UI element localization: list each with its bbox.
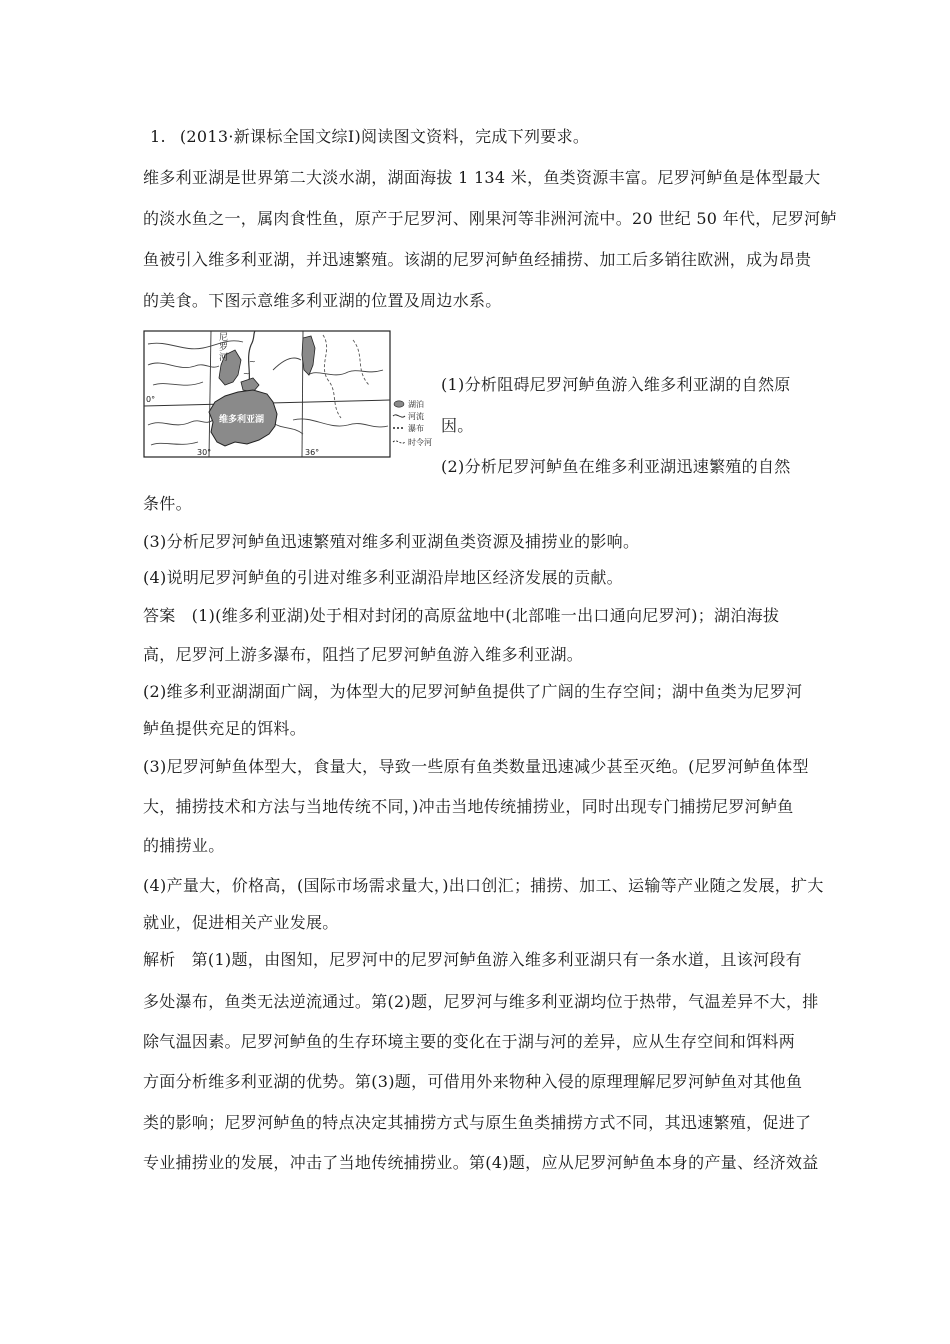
answer-line: [143, 606, 823, 626]
river-label-char: 河: [219, 353, 229, 363]
sub-question-1-cont: 因。: [441, 416, 474, 435]
question-number: 1.: [150, 127, 166, 146]
legend-label: 时令河: [408, 438, 432, 447]
sub-question-4: (4)说明尼罗河鲈鱼的引进对维多利亚湖沿岸地区经济发展的贡献。: [143, 568, 623, 587]
answer-line: 大，捕捞技术和方法与当地传统不同，)冲击当地传统捕捞业，同时出现专门捕捞尼罗河鲈鱼: [143, 797, 794, 816]
legend-lake-icon: [394, 401, 404, 407]
legend-river-icon: [393, 415, 405, 417]
lake-label: 维多利亚湖: [219, 415, 265, 425]
answer-line: 的捕捞业。: [143, 836, 225, 855]
sub-question-2-cont: 条件。: [143, 494, 192, 513]
victoria-lake-map: [143, 330, 435, 458]
passage-line: 维多利亚湖是世界第二大淡水湖，湖面海拔 1 134 米，鱼类资源丰富。尼罗河鲈鱼是体型最大: [143, 168, 821, 187]
river-label-char: 罗: [219, 343, 229, 353]
answer-line: (3)尼罗河鲈鱼体型大，食量大，导致一些原有鱼类数量迅速减少甚至灭绝。(尼罗河鲈鱼体型: [143, 757, 809, 776]
legend-seasonal-river-icon: [393, 441, 405, 443]
river-label-char: 尼: [219, 333, 229, 343]
longitude-label: 30°: [197, 448, 212, 457]
answer-line: 鲈鱼提供充足的饵料。: [143, 719, 307, 738]
analysis-label: 解析: [143, 950, 176, 969]
analysis-line: 方面分析维多利亚湖的优势。第(3)题，可借用外来物种入侵的原理理解尼罗河鲈鱼对其他鱼: [143, 1072, 803, 1091]
map-legend: [393, 399, 432, 447]
waterfall-symbol: ~: [249, 357, 256, 366]
sub-question-3: (3)分析尼罗河鲈鱼迅速繁殖对维多利亚湖鱼类资源及捕捞业的影响。: [143, 532, 640, 551]
analysis-line: [143, 950, 823, 970]
sub-question-2: (2)分析尼罗河鲈鱼在维多利亚湖迅速繁殖的自然: [441, 457, 791, 476]
question-header: [150, 127, 830, 147]
sub-question-1: (1)分析阻碍尼罗河鲈鱼游入维多利亚湖的自然原: [441, 375, 791, 394]
analysis-text: 第(1)题，由图知，尼罗河中的尼罗河鲈鱼游入维多利亚湖只有一条水道，且该河段有: [191, 950, 802, 969]
answer-line: 就业，促进相关产业发展。: [143, 913, 339, 932]
map-svg: [143, 330, 435, 458]
answer-line: (2)维多利亚湖湖面广阔，为体型大的尼罗河鲈鱼提供了广阔的生存空间；湖中鱼类为尼罗河: [143, 682, 803, 701]
waterfall-symbol: ~: [243, 369, 250, 378]
answer-line: (4)产量大，价格高，(国际市场需求量大，)出口创汇；捕捞、加工、运输等产业随之发展，扩大: [143, 876, 824, 895]
analysis-line: 多处瀑布，鱼类无法逆流通过。第(2)题，尼罗河与维多利亚湖均位于热带，气温差异不大，排: [143, 992, 819, 1011]
legend-label: 瀑布: [408, 424, 424, 433]
legend-label: 湖泊: [408, 400, 424, 409]
longitude-label: 36°: [305, 448, 320, 457]
answer-label: 答案: [143, 606, 176, 625]
analysis-line: 类的影响；尼罗河鲈鱼的特点决定其捕捞方式与原生鱼类捕捞方式不同，其迅速繁殖，促进了: [143, 1113, 812, 1132]
legend-label: 河流: [408, 412, 424, 421]
analysis-line: 专业捕捞业的发展，冲击了当地传统捕捞业。第(4)题，应从尼罗河鲈鱼本身的产量、经济效益: [143, 1153, 819, 1172]
equator-label: 0°: [146, 395, 156, 404]
passage-line: 的美食。下图示意维多利亚湖的位置及周边水系。: [143, 291, 502, 310]
answer-line: 高，尼罗河上游多瀑布，阻挡了尼罗河鲈鱼游入维多利亚湖。: [143, 645, 584, 664]
analysis-line: 除气温因素。尼罗河鲈鱼的生存环境主要的变化在于湖与河的差异，应从生存空间和饵料两: [143, 1032, 796, 1051]
passage-line: 的淡水鱼之一，属肉食性鱼，原产于尼罗河、刚果河等非洲河流中。20 世纪 50 年代，尼罗河鲈: [143, 209, 837, 228]
passage-line: 鱼被引入维多利亚湖，并迅速繁殖。该湖的尼罗河鲈鱼经捕捞、加工后多销往欧洲，成为昂贵: [143, 250, 812, 269]
question-source: (2013·新课标全国文综Ⅰ)阅读图文资料，完成下列要求。: [179, 127, 590, 146]
answer-text: (1)(维多利亚湖)处于相对封闭的高原盆地中(北部唯一出口通向尼罗河)；湖泊海拔: [191, 606, 780, 625]
